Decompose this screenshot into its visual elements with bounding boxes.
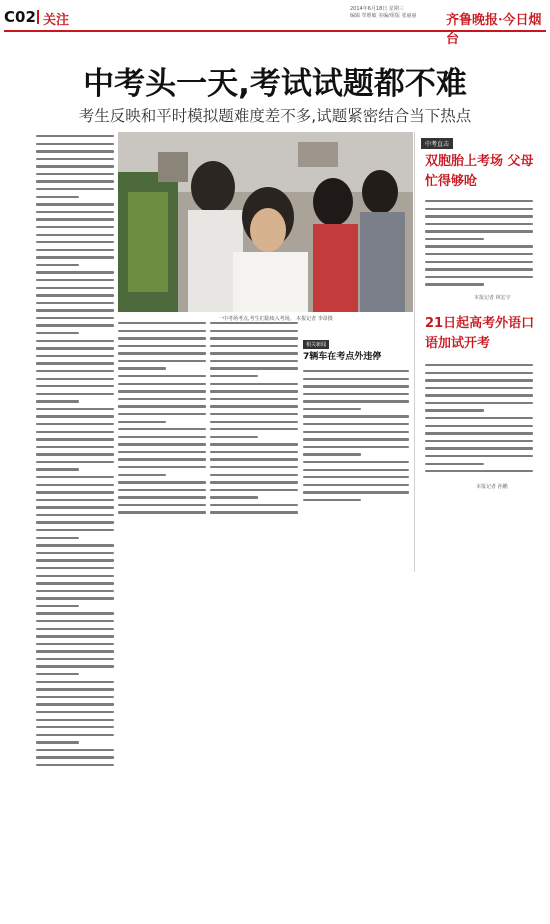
text-line (210, 390, 298, 392)
article-column-2 (118, 322, 206, 522)
header-date: 2014年6月18日 星期三 (350, 6, 404, 12)
text-line (303, 453, 361, 455)
text-line (36, 552, 114, 554)
text-line (425, 463, 484, 465)
text-line (303, 408, 361, 410)
text-line (36, 188, 114, 190)
text-line (36, 529, 114, 531)
text-line (425, 425, 533, 427)
text-line (303, 393, 409, 395)
related-news-title: 7辆车在考点外违停 (303, 352, 382, 362)
text-line (36, 196, 79, 198)
text-line (425, 223, 533, 225)
newspaper-brand: 齐鲁晚报·今日烟台 (446, 13, 542, 47)
text-line (425, 215, 533, 217)
text-line (36, 681, 114, 683)
text-line (118, 398, 206, 400)
text-line (210, 511, 298, 513)
sidebar-story2-title: 21日起高考外语口语加试开考 (425, 316, 535, 351)
text-line (425, 372, 533, 374)
text-line (36, 461, 114, 463)
text-line (425, 268, 533, 270)
text-line (425, 283, 484, 285)
text-line (118, 405, 206, 407)
text-line (36, 605, 79, 607)
text-line (118, 466, 206, 468)
text-line (36, 453, 114, 455)
photo-caption: 一中考场考点,考生们陆续入考场。 本报记者 李昂摄 (218, 316, 333, 322)
text-line (425, 364, 533, 366)
text-line (36, 673, 79, 675)
sidebar-divider (414, 132, 415, 572)
text-line (303, 370, 409, 372)
text-line (118, 481, 206, 483)
text-line (303, 431, 409, 433)
sidebar-story2-byline: 本报记者 孙鹏 (476, 484, 508, 490)
text-line (425, 238, 484, 240)
text-line (36, 302, 114, 304)
text-line (36, 317, 114, 319)
sidebar-story1-title: 双胞胎上考场 父母忙得够呛 (425, 154, 534, 189)
text-line (36, 446, 114, 448)
text-line (36, 635, 114, 637)
text-line (210, 383, 298, 385)
text-line (210, 352, 298, 354)
text-line (36, 484, 114, 486)
text-line (118, 337, 206, 339)
text-line (210, 367, 298, 369)
text-line (118, 390, 206, 392)
text-line (425, 470, 533, 472)
text-line (303, 499, 361, 501)
text-line (36, 423, 114, 425)
text-line (36, 180, 114, 182)
text-line (118, 413, 206, 415)
text-line (36, 324, 114, 326)
text-line (118, 458, 206, 460)
text-line (425, 379, 533, 381)
text-line (36, 514, 114, 516)
text-line (36, 249, 114, 251)
text-line (36, 385, 114, 387)
text-line (425, 409, 484, 411)
text-line (36, 309, 114, 311)
text-line (36, 415, 114, 417)
text-line (36, 521, 114, 523)
text-line (36, 506, 114, 508)
text-line (210, 421, 298, 423)
text-line (36, 726, 114, 728)
text-line (425, 432, 533, 434)
text-line (36, 582, 114, 584)
text-line (36, 158, 114, 160)
text-line (36, 749, 114, 751)
text-line (210, 413, 298, 415)
text-line (118, 330, 206, 332)
section-code: C02 (4, 8, 36, 26)
text-line (210, 451, 298, 453)
text-line (118, 322, 206, 324)
text-line (36, 393, 114, 395)
text-line (36, 643, 114, 645)
text-line (210, 428, 298, 430)
sidebar-tag: 中考直击 (421, 138, 453, 149)
text-line (425, 387, 533, 389)
text-line (36, 612, 114, 614)
text-line (303, 423, 409, 425)
text-line (425, 261, 533, 263)
text-line (210, 330, 298, 332)
text-line (36, 271, 114, 273)
text-line (36, 711, 114, 713)
text-line (36, 696, 114, 698)
text-line (36, 173, 114, 175)
text-line (36, 203, 114, 205)
text-line (303, 385, 409, 387)
text-line (36, 567, 114, 569)
text-line (210, 398, 298, 400)
text-line (118, 367, 166, 369)
section-divider (37, 10, 39, 24)
text-line (36, 287, 114, 289)
text-line (36, 620, 114, 622)
text-line (210, 458, 298, 460)
text-line (118, 436, 206, 438)
text-line (210, 337, 298, 339)
text-line (36, 431, 114, 433)
text-line (425, 276, 533, 278)
text-line (210, 436, 258, 438)
text-line (425, 447, 533, 449)
text-line (36, 218, 114, 220)
text-line (118, 345, 206, 347)
text-line (36, 476, 114, 478)
text-line (36, 264, 79, 266)
article-column-3 (210, 322, 298, 522)
text-line (210, 481, 298, 483)
header-editors: 编辑 牟维敏 美编/组版 张丽丽 (350, 13, 417, 19)
text-line (36, 468, 79, 470)
text-line (36, 688, 114, 690)
text-line (118, 474, 166, 476)
text-line (303, 378, 409, 380)
text-line (36, 665, 114, 667)
text-line (36, 719, 114, 721)
text-line (118, 360, 206, 362)
text-line (118, 496, 206, 498)
text-line (303, 415, 409, 417)
text-line (210, 466, 298, 468)
text-line (425, 230, 533, 232)
text-line (36, 355, 114, 357)
text-line (36, 340, 114, 342)
text-line (210, 443, 298, 445)
text-line (36, 438, 114, 440)
news-photo (118, 132, 413, 312)
header-rule (4, 30, 546, 32)
text-line (36, 332, 79, 334)
text-line (36, 628, 114, 630)
text-line (303, 484, 409, 486)
text-line (36, 135, 114, 137)
text-line (210, 474, 298, 476)
text-line (425, 417, 533, 419)
text-line (36, 544, 114, 546)
text-line (36, 499, 114, 501)
text-line (303, 469, 409, 471)
text-line (210, 496, 258, 498)
text-line (210, 322, 298, 324)
text-line (36, 658, 114, 660)
text-line (118, 489, 206, 491)
text-line (36, 408, 114, 410)
text-line (36, 143, 114, 145)
text-line (303, 476, 409, 478)
text-line (210, 489, 298, 491)
text-line (36, 575, 114, 577)
headline: 中考头一天,考试试题都不难 (83, 66, 467, 102)
text-line (118, 451, 206, 453)
text-line (36, 741, 79, 743)
text-line (425, 253, 533, 255)
text-line (118, 375, 206, 377)
text-line (36, 734, 114, 736)
text-line (425, 455, 533, 457)
subheadline: 考生反映和平时模拟题难度差不多,试题紧密结合当下热点 (78, 107, 472, 125)
text-line (425, 200, 533, 202)
text-line (210, 360, 298, 362)
text-line (118, 383, 206, 385)
text-line (36, 537, 79, 539)
text-line (303, 446, 409, 448)
text-line (36, 703, 114, 705)
text-line (36, 378, 114, 380)
text-line (118, 352, 206, 354)
text-line (36, 597, 114, 599)
sidebar-story1-byline: 本报记者 林宏宇 (474, 295, 511, 301)
text-line (36, 347, 114, 349)
text-line (36, 756, 114, 758)
text-line (118, 511, 206, 513)
text-line (303, 491, 409, 493)
text-line (36, 234, 114, 236)
page-header (0, 4, 550, 47)
text-line (36, 491, 114, 493)
text-line (210, 504, 298, 506)
text-line (210, 405, 298, 407)
text-line (118, 428, 206, 430)
text-line (36, 165, 114, 167)
sidebar-story2-body (425, 364, 533, 479)
text-line (36, 370, 114, 372)
text-line (36, 279, 114, 281)
text-line (36, 362, 114, 364)
text-line (36, 764, 114, 766)
header-meta (350, 6, 416, 20)
text-line (425, 394, 533, 396)
text-line (118, 443, 206, 445)
text-line (36, 256, 114, 258)
section-name: 关注 (43, 13, 70, 28)
text-line (425, 208, 533, 210)
related-news-tag: 相关新闻 (303, 340, 329, 349)
text-line (36, 650, 114, 652)
text-line (36, 226, 114, 228)
related-news-box (303, 340, 409, 364)
text-line (425, 245, 533, 247)
text-line (118, 504, 206, 506)
text-line (425, 402, 533, 404)
text-line (36, 150, 114, 152)
text-line (36, 211, 114, 213)
text-line (303, 400, 409, 402)
text-line (36, 590, 114, 592)
text-line (303, 461, 409, 463)
text-line (36, 559, 114, 561)
article-column-4 (303, 370, 411, 510)
text-line (425, 440, 533, 442)
text-line (36, 294, 114, 296)
text-line (210, 345, 298, 347)
text-line (210, 375, 258, 377)
article-column-1 (36, 135, 114, 785)
text-line (36, 241, 114, 243)
text-line (118, 421, 166, 423)
sidebar-story1-body (425, 200, 533, 290)
text-line (36, 400, 79, 402)
text-line (303, 438, 409, 440)
